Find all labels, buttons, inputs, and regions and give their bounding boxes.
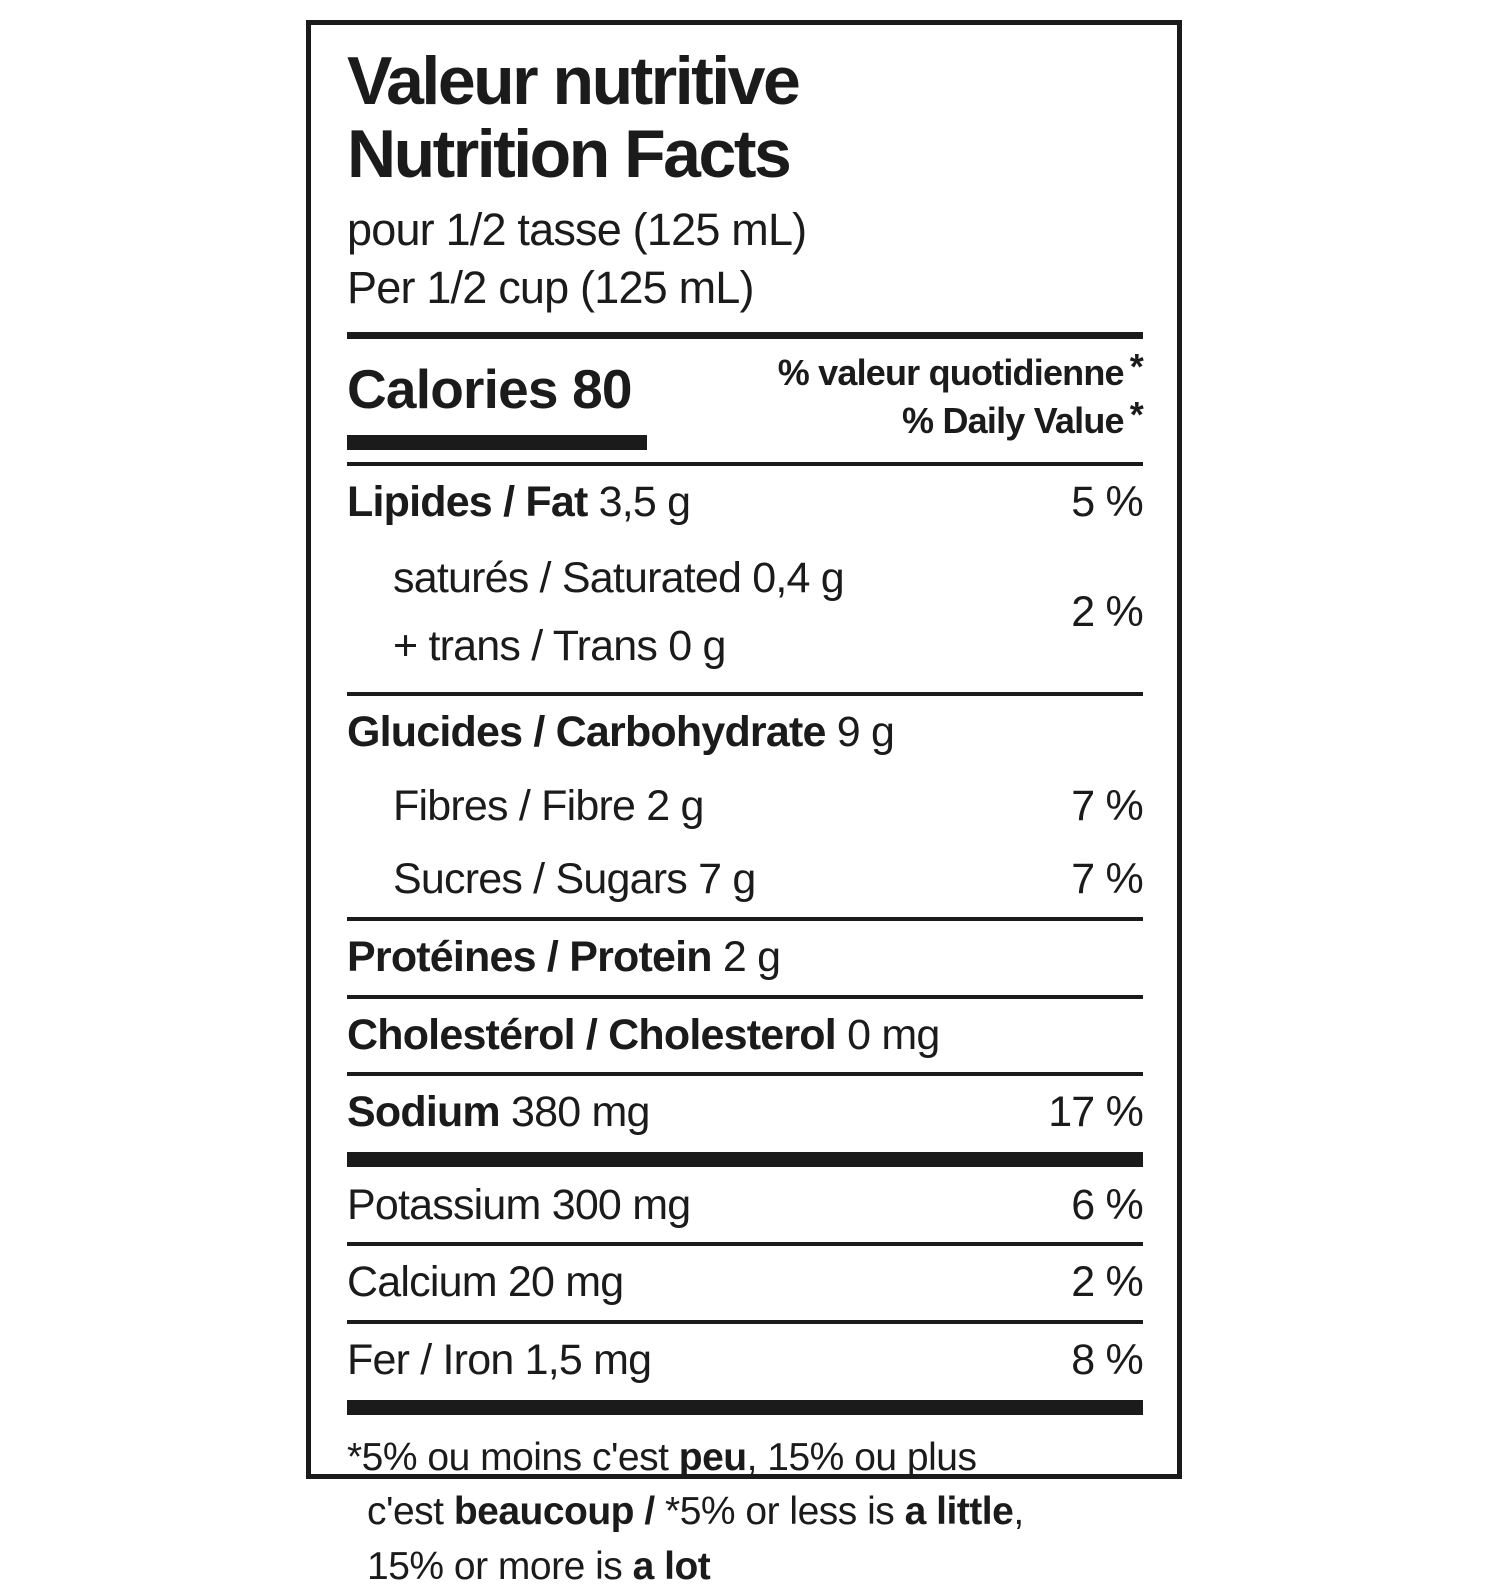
thick-divider-bar [347,1152,1143,1167]
potassium-amount: 300 mg [551,1180,691,1229]
sodium-amount: 380 mg [511,1088,650,1137]
saturated-line [347,545,844,613]
sodium-dv: 17 % [1048,1088,1143,1137]
fat-label: Lipides / Fat [347,477,588,526]
calories-row [347,349,647,450]
nutrient-row-protein [347,921,1143,995]
cholesterol-label: Cholestérol / Cholesterol [347,1010,836,1059]
iron-dv: 8 % [1071,1336,1143,1385]
nutrient-row-carbohydrate [347,696,1143,770]
footnote-line-2: c'est beaucoup / *5% or less is a little, [367,1490,1024,1534]
nutrient-row-cholesterol [347,999,1143,1073]
trans-line [347,613,844,681]
serving-size-french: pour 1/2 tasse (125 mL) [347,203,807,255]
calories-value: 80 [572,357,632,420]
asterisk: * [1129,345,1143,387]
nutrition-facts-label [306,20,1182,1588]
sugars-dv: 7 % [1071,855,1143,904]
daily-value-header-fr: % valeur quotidienne * [778,349,1143,398]
calcium-amount: 20 mg [507,1258,624,1307]
saturated-label: saturés / Saturated [393,554,742,603]
nutrient-row-iron [347,1324,1143,1398]
divider-serving [347,332,1143,339]
fibre-amount: 2 g [646,781,704,830]
footnote-line-3: 15% or more is a lot [367,1544,711,1588]
calcium-label: Calcium [347,1258,497,1307]
iron-amount: 1,5 mg [524,1336,652,1385]
fat-dv: 5 % [1071,477,1143,526]
nutrient-row-fat [347,466,1143,540]
fibre-dv: 7 % [1071,781,1143,830]
footnote [347,1431,1143,1594]
nutrient-row-sodium [347,1076,1143,1150]
nutrient-row-saturated-trans [347,539,1143,692]
nutrient-row-calcium [347,1246,1143,1320]
trans-amount: 0 g [668,621,726,670]
saturated-amount: 0,4 g [752,554,844,603]
nutrient-row-sugars [347,843,1143,917]
nutrient-row-potassium [347,1169,1143,1243]
iron-label: Fer / Iron [347,1336,514,1385]
protein-amount: 2 g [722,933,781,982]
daily-value-header-en: % Daily Value * [778,397,1143,446]
fibre-label: Fibres / Fibre [393,781,636,830]
sodium-label: Sodium [347,1088,500,1137]
trans-label: + trans / Trans [393,621,658,670]
thick-divider-bar [347,1400,1143,1415]
cholesterol-amount: 0 mg [847,1010,940,1059]
potassium-label: Potassium [347,1180,541,1229]
sugars-label: Sucres / Sugars [393,855,687,904]
serving-size-block [347,201,1143,318]
potassium-dv: 6 % [1071,1180,1143,1229]
nutrient-row-fibre [347,770,1143,844]
calcium-dv: 2 % [1071,1258,1143,1307]
carbohydrate-amount: 9 g [836,708,895,757]
calories-label: Calories [347,357,558,420]
footnote-line-1: *5% ou moins c'est peu, 15% ou plus [347,1435,977,1479]
saturated-trans-dv: 2 % [1071,588,1143,637]
title-french: Valeur nutritive [347,43,799,119]
serving-size-english: Per 1/2 cup (125 mL) [347,262,754,313]
fat-amount: 3,5 g [598,477,691,526]
sugars-amount: 7 g [698,855,756,904]
asterisk: * [1129,394,1143,436]
calories-underline-bar [347,435,647,450]
protein-label: Protéines / Protein [347,933,712,982]
daily-value-header [777,345,1143,446]
carbohydrate-label: Glucides / Carbohydrate [347,708,826,757]
title-english: Nutrition Facts [347,115,790,192]
calories-section [347,339,1143,462]
